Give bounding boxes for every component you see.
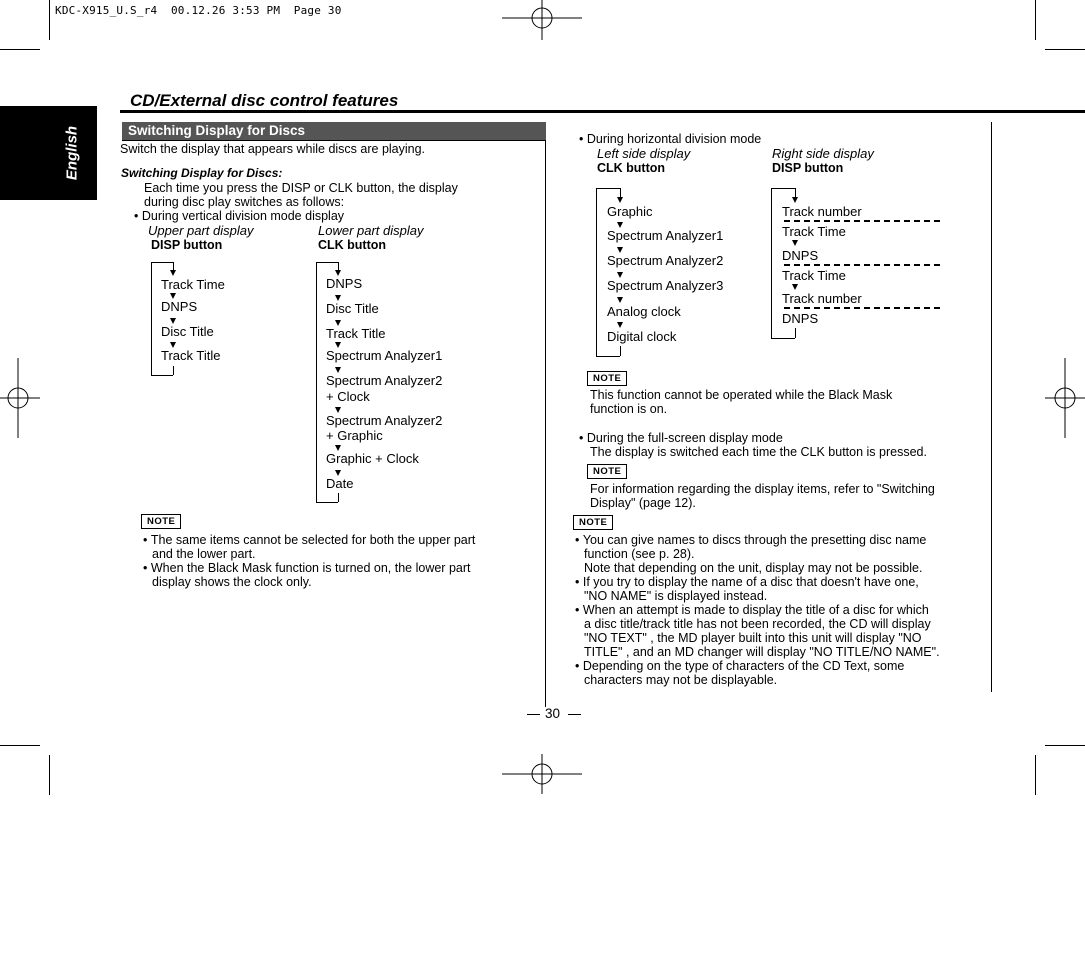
note-text: This function cannot be operated while the Black Mask	[590, 388, 893, 402]
lower-item: Spectrum Analyzer2	[326, 413, 443, 428]
lower-item: Date	[326, 476, 354, 491]
upper-item: Track Time	[161, 277, 225, 292]
intro-text: Switch the display that appears while discs are playing.	[120, 142, 426, 156]
lower-label: Lower part display	[318, 223, 424, 238]
lower-item: Spectrum Analyzer2	[326, 373, 443, 388]
sub-heading: Switching Display for Discs:	[121, 166, 283, 180]
registration-mark-left	[0, 358, 40, 438]
column-divider	[545, 122, 546, 707]
left-side-item: Analog clock	[607, 304, 681, 319]
right-side-item: DNPS	[782, 311, 819, 326]
right-side-item: Track Time	[782, 224, 846, 239]
left-side-button: CLK button	[597, 161, 666, 175]
right-border	[991, 122, 992, 692]
note-item: • When the Black Mask function is turned on, the lower part display shows the clock only.	[143, 561, 471, 589]
full-screen-mode-label: • During the full-screen display mode	[579, 431, 783, 445]
upper-item: DNPS	[161, 299, 198, 314]
right-side-item: Track number	[782, 204, 862, 219]
upper-item: Disc Title	[161, 324, 214, 339]
note-badge: NOTE	[587, 371, 627, 386]
lower-button: CLK button	[318, 238, 387, 252]
left-side-item: Graphic	[607, 204, 653, 219]
lower-item: Disc Title	[326, 301, 379, 316]
registration-mark-right	[1045, 358, 1085, 438]
section-title: CD/External disc control features	[130, 91, 399, 110]
note-text: Display" (page 12).	[590, 496, 696, 510]
left-side-item: Spectrum Analyzer2	[607, 253, 724, 268]
lower-item: + Graphic	[326, 428, 383, 443]
note-item: • If you try to display the name of a disc that doesn't have one, "NO NAME" is displayed instead.	[575, 575, 919, 603]
upper-label: Upper part display	[148, 223, 254, 238]
right-side-button: DISP button	[772, 161, 844, 175]
desc-line-1: Each time you press the DISP or CLK button, the display	[144, 181, 458, 195]
note-text: For information regarding the display items, refer to "Switching	[590, 482, 935, 496]
section-heading	[122, 122, 546, 140]
right-side-label: Right side display	[772, 146, 874, 161]
note-badge: NOTE	[141, 514, 181, 529]
right-side-item: Track number	[782, 291, 862, 306]
left-side-label: Left side display	[597, 146, 691, 161]
note-item: • You can give names to discs through the presetting disc name function (see p. 28). Note that depending on the unit, display may not be possible.	[575, 533, 927, 575]
registration-mark-top	[502, 0, 582, 40]
lower-item: + Clock	[326, 389, 370, 404]
horizontal-mode-label: • During horizontal division mode	[579, 132, 762, 146]
registration-mark-bottom	[502, 754, 582, 794]
note-text: function is on.	[590, 402, 668, 416]
lower-item: DNPS	[326, 276, 363, 291]
note-badge: NOTE	[573, 515, 613, 530]
upper-button: DISP button	[151, 238, 223, 252]
right-side-item: Track Time	[782, 268, 846, 283]
upper-item: Track Title	[161, 348, 221, 363]
file-info: KDC-X915_U.S_r4 00.12.26 3:53 PM Page 30	[55, 4, 342, 17]
lower-item: Graphic + Clock	[326, 451, 419, 466]
left-side-item: Spectrum Analyzer1	[607, 228, 724, 243]
section-heading-text: Switching Display for Discs	[128, 123, 306, 138]
note-item: • Depending on the type of characters of the CD Text, some characters may not be displayable.	[575, 659, 905, 687]
left-side-item: Spectrum Analyzer3	[607, 278, 724, 293]
lower-item: Track Title	[326, 326, 386, 341]
language-tab	[0, 106, 97, 200]
note-badge: NOTE	[587, 464, 627, 479]
right-side-item: DNPS	[782, 248, 819, 263]
language-tab-label: English	[63, 125, 81, 181]
left-side-item: Digital clock	[607, 329, 677, 344]
lower-item: Spectrum Analyzer1	[326, 348, 443, 363]
note-item: • When an attempt is made to display the title of a disc for which a disc title/track title has not been recorded, the CD will display "NO TEXT" , the MD player built into this unit will display "NO TITLE" , and an MD changer will display "NO TITLE/NO NAME".	[575, 603, 940, 659]
desc-line-2: during disc play switches as follows:	[144, 195, 345, 209]
page-number: 30	[545, 706, 561, 721]
title-rule	[120, 110, 1085, 113]
full-screen-desc: The display is switched each time the CLK button is pressed.	[590, 445, 927, 459]
vertical-mode-label: • During vertical division mode display	[134, 209, 345, 223]
note-item: • The same items cannot be selected for both the upper part and the lower part.	[143, 533, 476, 561]
